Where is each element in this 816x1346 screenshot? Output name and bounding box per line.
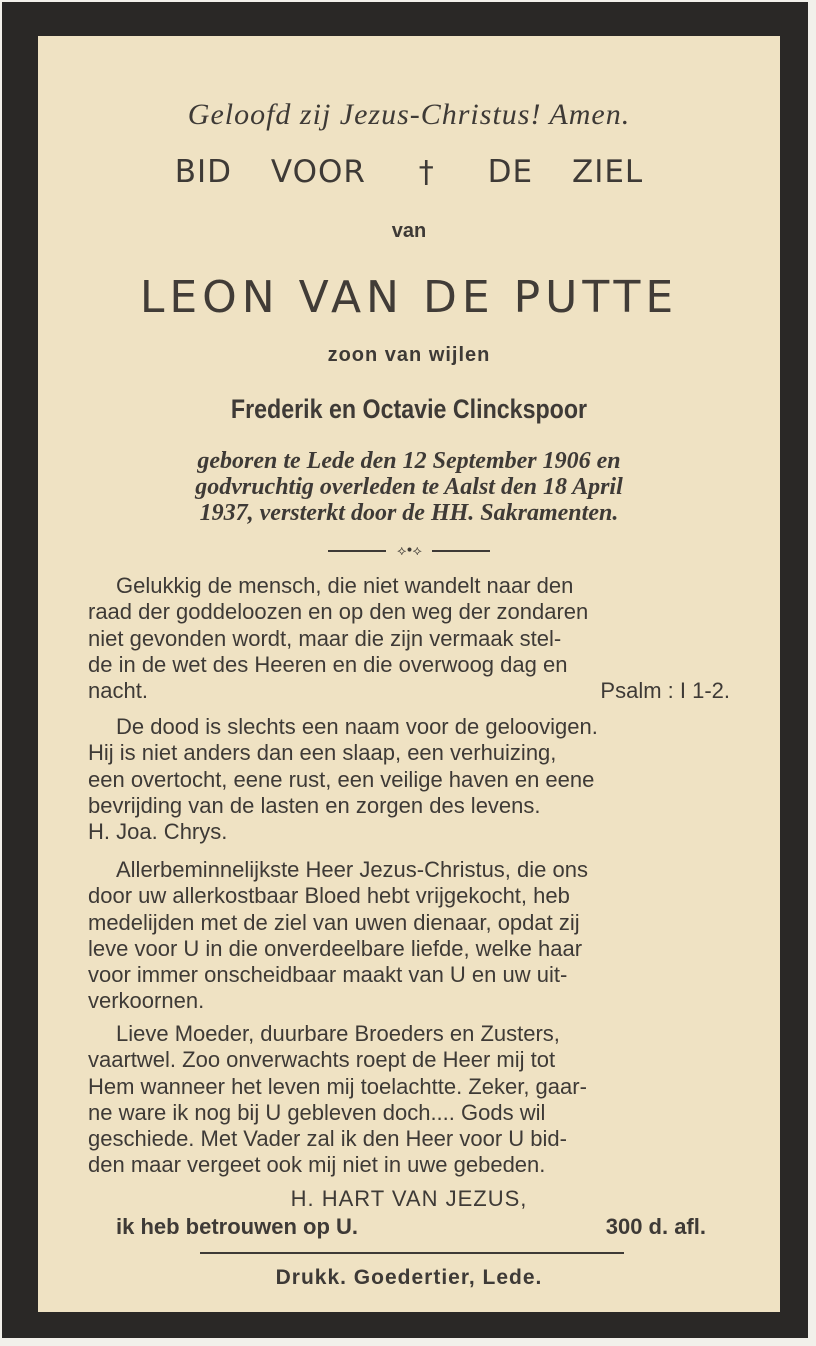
text-line: Hem wanneer het leven mij toelachtte. Zeker, gaar- bbox=[88, 1073, 587, 1099]
psalm-paragraph bbox=[88, 573, 730, 704]
memorial-card-paper bbox=[38, 36, 780, 1312]
pray-word: VOOR bbox=[270, 154, 366, 190]
text-line: ne ware ik nog bij U gebleven doch.... Gods wil bbox=[88, 1099, 546, 1125]
trust-text: ik heb betrouwen op U. bbox=[116, 1214, 359, 1239]
text-line: geschiede. Met Vader zal ik den Heer voor U bid- bbox=[88, 1126, 567, 1152]
printer-credit: Drukk. Goedertier, Lede. bbox=[275, 1266, 543, 1289]
text-line: den maar vergeet ook mij niet in uwe gebeden. bbox=[88, 1152, 546, 1178]
ornament-divider bbox=[328, 541, 490, 561]
text-line: een overtocht, eene rust, een veilige haven en eene bbox=[88, 766, 595, 792]
son-of-label: zoon van wijlen bbox=[327, 344, 491, 366]
trust-row bbox=[116, 1214, 706, 1240]
indulgence-text: 300 d. afl. bbox=[605, 1214, 706, 1239]
text-line: Allerbeminnelijkste Heer Jezus-Christus, die ons bbox=[116, 857, 588, 882]
deceased-name: LEON VAN DE PUTTE bbox=[139, 272, 679, 323]
pray-word: DE bbox=[487, 154, 534, 190]
birth-line: godvruchtig overleden te Aalst den 18 April bbox=[195, 474, 623, 500]
pray-for-the-soul bbox=[38, 154, 780, 190]
text-line: de in de wet des Heeren en die overwoog dag en bbox=[88, 651, 568, 677]
text-line: Gelukkig de mensch, die niet wandelt naar den bbox=[116, 573, 574, 598]
sacred-heart-invocation: H. HART VAN JEZUS, bbox=[290, 1186, 528, 1211]
text-line: bevrijding van de lasten en zorgen des levens. bbox=[88, 792, 541, 818]
parents-names: Frederik en Octavie Clinckspoor bbox=[230, 394, 588, 424]
farewell-paragraph bbox=[88, 1021, 730, 1179]
pray-word: ZIEL bbox=[571, 154, 644, 190]
psalm-source: Psalm : I 1-2. bbox=[600, 678, 730, 704]
psalm-last-row bbox=[88, 678, 730, 704]
cross-icon: † bbox=[418, 155, 435, 190]
invocation: Geloofd zij Jezus-Christus! Amen. bbox=[187, 98, 631, 131]
footer-divider bbox=[200, 1252, 624, 1254]
text-line: Hij is niet anders dan een slaap, een verhuizing, bbox=[88, 740, 557, 766]
text-line: raad der goddeloozen en op den weg der zondaren bbox=[88, 599, 589, 625]
text-line: niet gevonden wordt, maar die zijn vermaak stel- bbox=[88, 625, 562, 651]
birth-line: geboren te Lede den 12 September 1906 en bbox=[197, 448, 621, 474]
text-line: voor immer onscheidbaar maakt van U en uw uit- bbox=[88, 962, 568, 988]
chrysostom-paragraph bbox=[88, 714, 730, 845]
text-line: vaartwel. Zoo onverwachts roept de Heer mij tot bbox=[88, 1047, 556, 1073]
ornament-center-icon: ⟡•⟡ bbox=[397, 543, 421, 559]
text-line: door uw allerkostbaar Bloed hebt vrijgekocht, heb bbox=[88, 883, 570, 909]
memorial-card-border bbox=[2, 2, 808, 1338]
text-line: leve voor U in die onverdeelbare liefde, welke haar bbox=[88, 935, 583, 961]
text-line: Lieve Moeder, duurbare Broeders en Zusters, bbox=[116, 1021, 560, 1046]
birth-line: 1937, versterkt door de HH. Sakramenten. bbox=[199, 500, 619, 526]
chrysostom-source: H. Joa. Chrys. bbox=[88, 819, 228, 845]
text-line: medelijden met de ziel van uwen dienaar, opdat zij bbox=[88, 909, 580, 935]
text-line: De dood is slechts een naam voor de geloovigen. bbox=[116, 714, 598, 739]
pray-word: BID bbox=[174, 154, 233, 190]
prayer-paragraph bbox=[88, 857, 730, 1015]
ornament-bar-left bbox=[328, 550, 386, 552]
van-label: van bbox=[391, 220, 427, 242]
ornament-bar-right bbox=[432, 550, 490, 552]
text-line: nacht. bbox=[88, 678, 148, 704]
text-line: verkoornen. bbox=[88, 988, 205, 1014]
birth-death-info bbox=[38, 448, 780, 526]
